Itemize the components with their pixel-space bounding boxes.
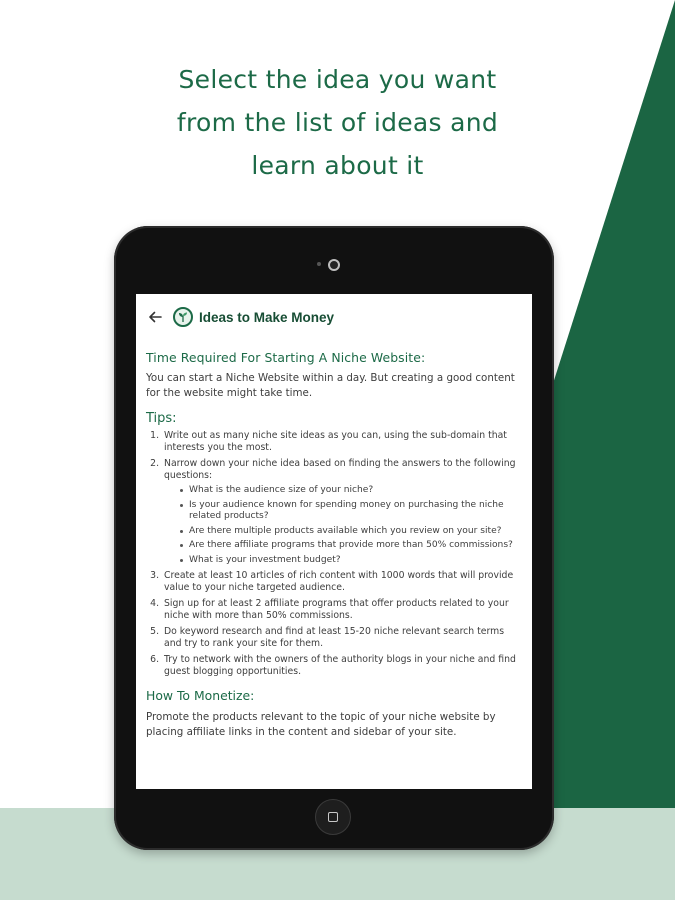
headline-line-2: from the list of ideas and bbox=[176, 108, 499, 137]
list-item bbox=[162, 458, 522, 566]
tip-text: Create at least 10 articles of rich content with 1000 words that will provide value to your niche targeted audience. bbox=[164, 570, 514, 593]
list-item bbox=[180, 485, 522, 497]
monetize-heading: How To Monetize: bbox=[146, 688, 255, 703]
list-item bbox=[162, 570, 522, 594]
arrow-left-icon[interactable] bbox=[147, 309, 163, 325]
question-text: What is the audience size of your niche? bbox=[189, 485, 374, 495]
list-item bbox=[162, 626, 522, 650]
bullet-icon bbox=[180, 504, 183, 507]
bullet-icon bbox=[180, 489, 183, 492]
app-bar bbox=[136, 294, 532, 340]
list-item bbox=[180, 526, 522, 538]
front-camera bbox=[328, 259, 340, 271]
bullet-icon bbox=[180, 559, 183, 562]
headline-line-1: Select the idea you want bbox=[178, 65, 497, 94]
app-screen bbox=[136, 294, 532, 789]
headline-line-3: learn about it bbox=[251, 151, 424, 180]
list-item bbox=[180, 555, 522, 567]
tip-text: Write out as many niche site ideas as you can, using the sub-domain that interests you the most. bbox=[164, 430, 507, 453]
list-item bbox=[162, 598, 522, 622]
article-content bbox=[136, 340, 532, 740]
tip-text: Sign up for at least 2 affiliate programs that offer products related to your niche with more than 50% commissions. bbox=[164, 598, 509, 621]
question-text: What is your investment budget? bbox=[189, 554, 341, 565]
tip-text: Do keyword research and find at least 15-20 niche relevant search terms and try to rank your site for them. bbox=[164, 626, 505, 649]
questions-list bbox=[164, 485, 522, 566]
monetize-text: Promote the products relevant to the topic of your niche website by placing affiliate links in the content and sidebar of your site. bbox=[146, 711, 496, 738]
home-button[interactable] bbox=[315, 799, 351, 835]
promo-headline bbox=[0, 58, 675, 187]
question-text: Is your audience known for spending money on purchasing the niche related products? bbox=[189, 499, 504, 521]
tablet-device bbox=[114, 226, 554, 850]
list-item bbox=[180, 500, 522, 523]
home-square-icon bbox=[328, 812, 338, 822]
sensor-dot bbox=[317, 262, 321, 266]
list-item bbox=[180, 540, 522, 552]
question-text: Are there affiliate programs that provide more than 50% commissions? bbox=[189, 540, 513, 550]
app-title: Ideas to Make Money bbox=[199, 309, 335, 325]
list-item bbox=[162, 430, 522, 454]
question-text: Are there multiple products available which you review on your site? bbox=[189, 525, 502, 536]
list-item bbox=[162, 654, 522, 678]
tip-text: Narrow down your niche idea based on finding the answers to the following questions: bbox=[164, 458, 516, 481]
money-plant-logo-icon bbox=[173, 307, 193, 327]
tips-list bbox=[146, 430, 522, 678]
bullet-icon bbox=[180, 530, 183, 533]
tips-heading: Tips: bbox=[146, 411, 177, 426]
bullet-icon bbox=[180, 544, 183, 547]
section-heading-time-required: Time Required For Starting A Niche Website: bbox=[146, 350, 426, 365]
section-text-time-required: You can start a Niche Website within a day. But creating a good content for the website might take time. bbox=[146, 372, 515, 399]
tip-text: Try to network with the owners of the authority blogs in your niche and find guest blogging opportunities. bbox=[164, 654, 516, 677]
